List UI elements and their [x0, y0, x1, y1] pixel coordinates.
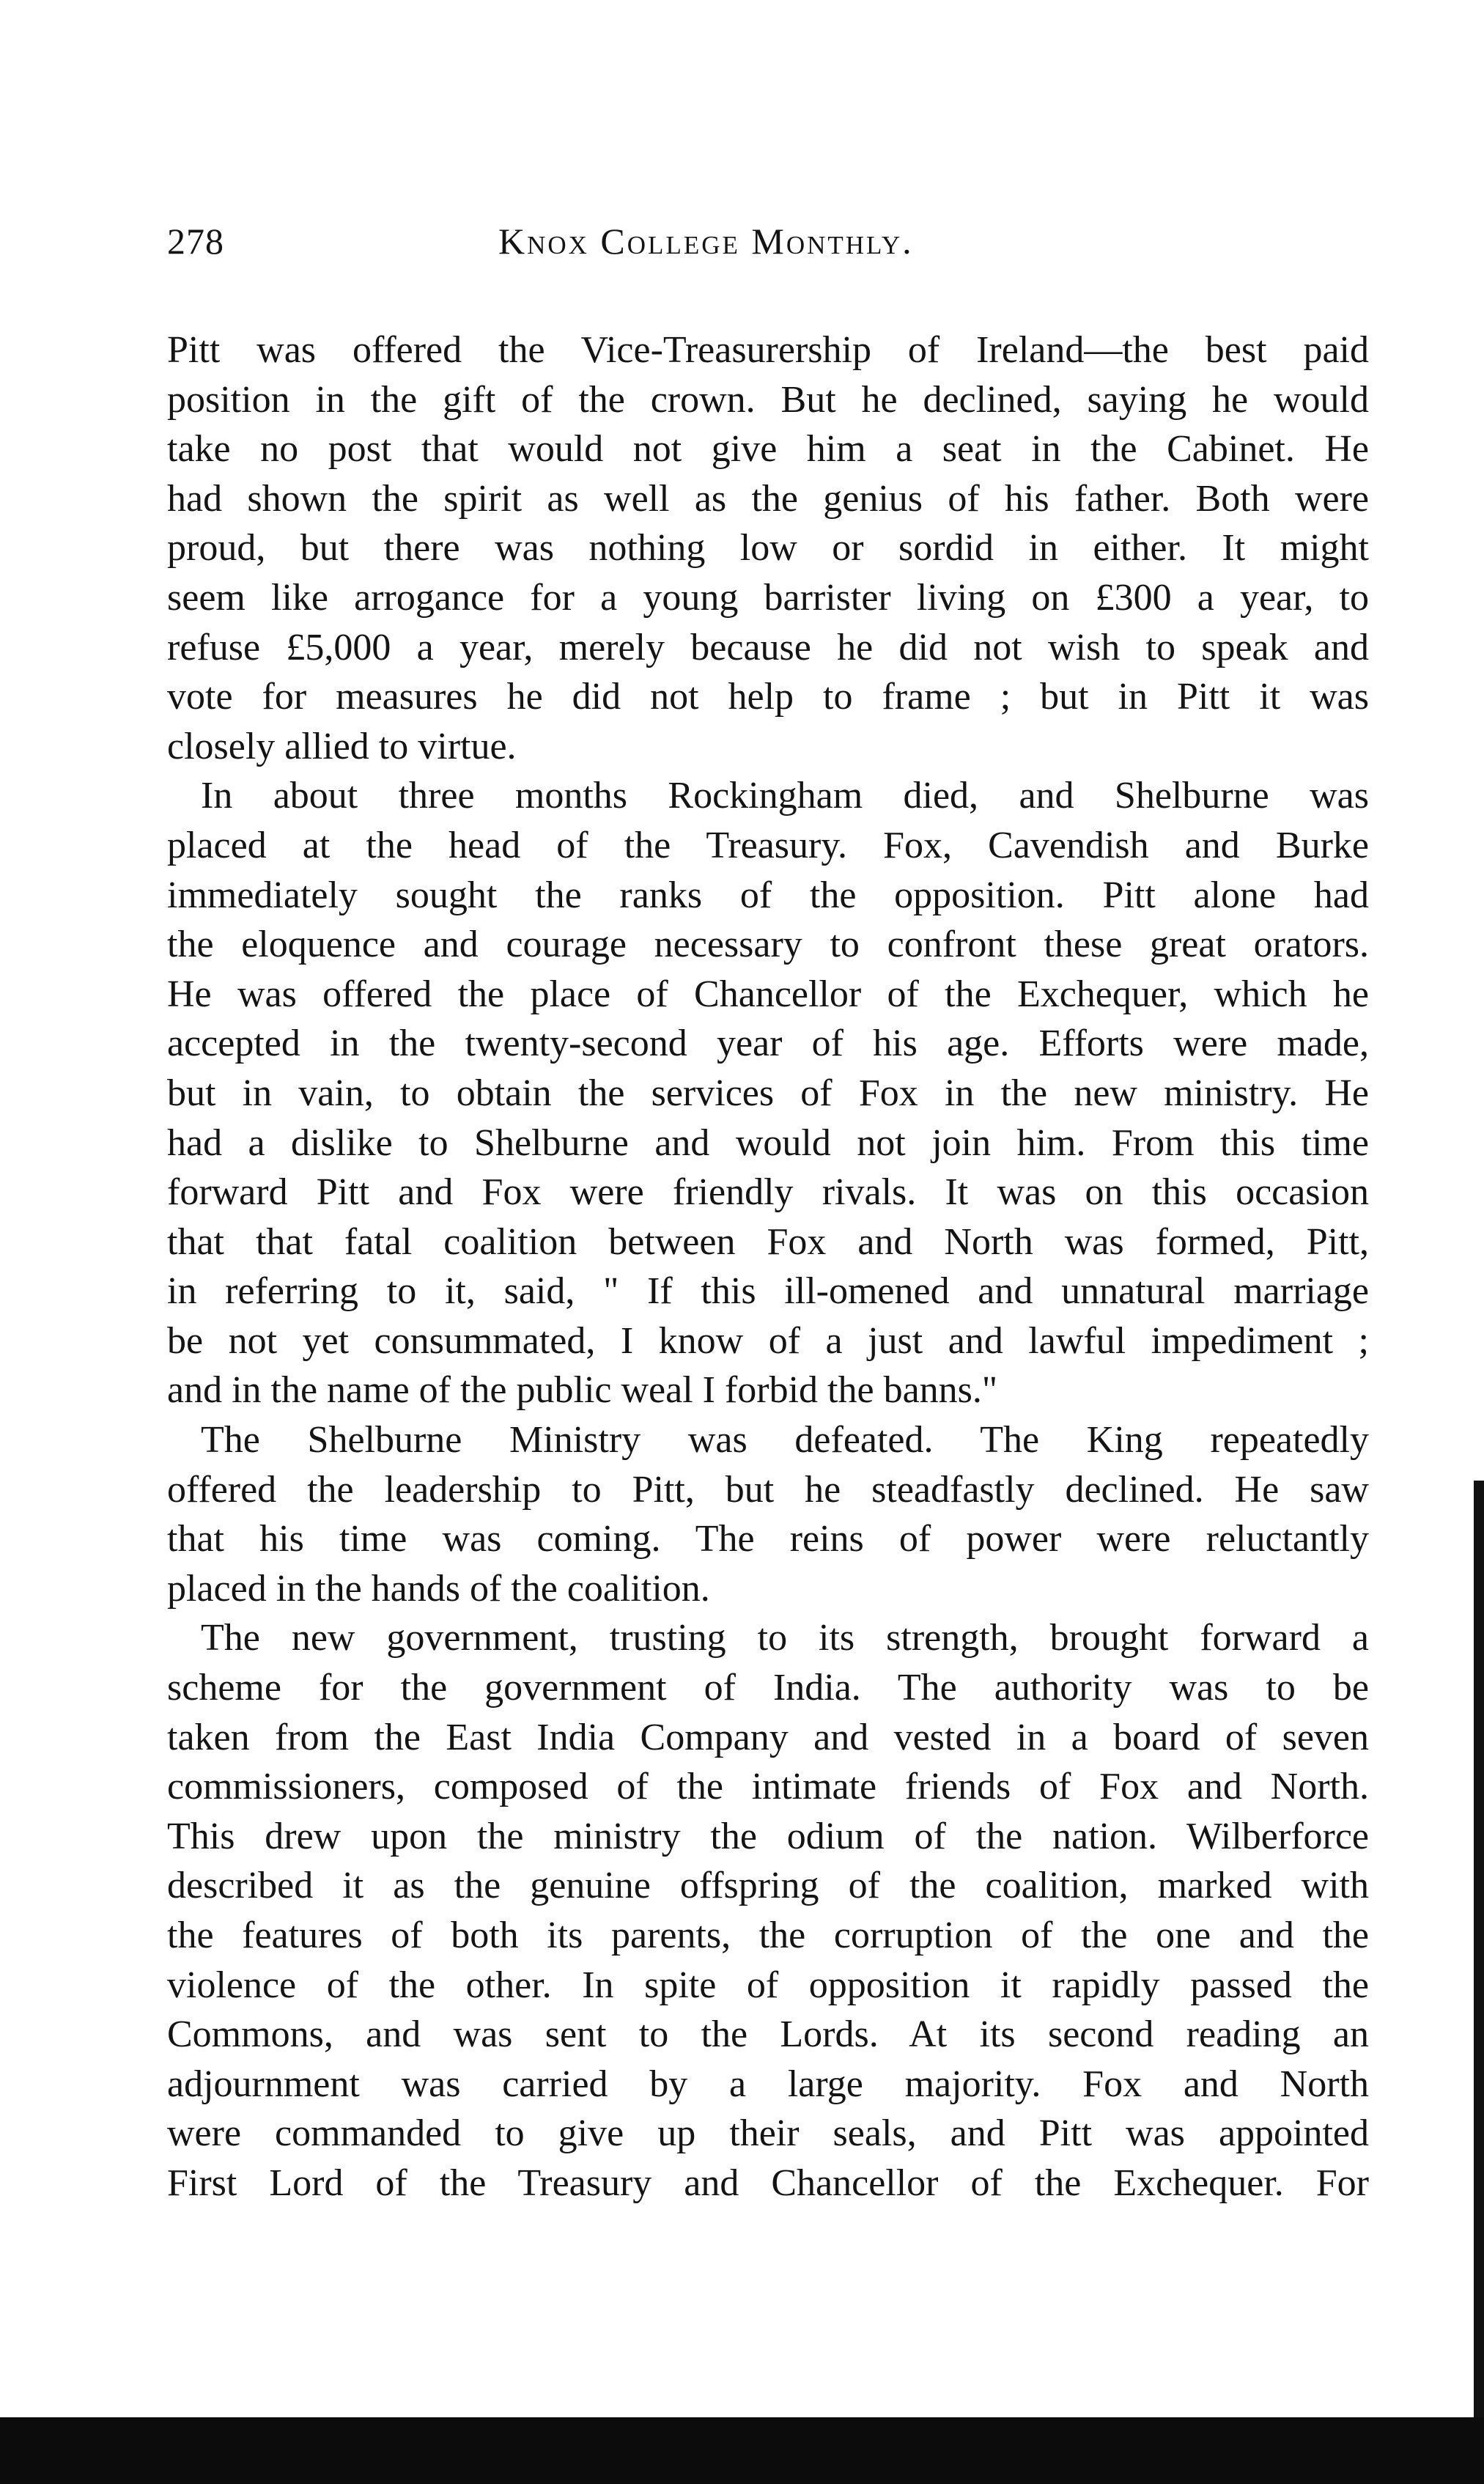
text-line: but in vain, to obtain the services of Fox in the new ministry. He [167, 1072, 1369, 1114]
text-line: adjournment was carried by a large majority. Fox and North [167, 2063, 1369, 2105]
text-line: accepted in the twenty-second year of his age. Efforts were made, [167, 1022, 1369, 1065]
text-line: immediately sought the ranks of the opposition. Pitt alone had [167, 874, 1369, 916]
text-line: take no post that would not give him a seat in the Cabinet. He [167, 428, 1369, 471]
text-line: Commons, and was sent to the Lords. At its second reading an [167, 2013, 1369, 2056]
text-line: forward Pitt and Fox were friendly rivals. It was on this occasion [167, 1171, 1369, 1214]
text-line: be not yet consummated, I know of a just and lawful impediment ; [167, 1319, 1369, 1362]
text-line: the features of both its parents, the corruption of the one and the [167, 1914, 1369, 1956]
journal-title: Knox College Monthly. [498, 221, 914, 262]
text-line: refuse £5,000 a year, merely because he did not wish to speak and [167, 626, 1369, 668]
text-line: that that fatal coalition between Fox and North was formed, Pitt, [167, 1220, 1369, 1263]
scan-edge-shadow [1474, 1481, 1484, 2419]
running-head [167, 220, 1369, 279]
text-line: that his time was coming. The reins of power were reluctantly [167, 1518, 1369, 1560]
text-line: placed at the head of the Treasury. Fox, Cavendish and Burke [167, 824, 1369, 866]
text-line: The new government, trusting to its strength, brought forward a [201, 1617, 1369, 1659]
scan-bottom-band [0, 2417, 1484, 2484]
page-number: 278 [167, 221, 224, 262]
text-line: The Shelburne Ministry was defeated. The King repeatedly [201, 1419, 1369, 1462]
text-line: taken from the East India Company and vested in a board of seven [167, 1716, 1369, 1758]
text-line: commissioners, composed of the intimate friends of Fox and North. [167, 1766, 1369, 1808]
text-line: placed in the hands of the coalition. [167, 1567, 710, 1610]
body-text [167, 325, 1369, 2208]
text-line: seem like arrogance for a young barrister living on £300 a year, to [167, 576, 1369, 619]
text-line: offered the leadership to Pitt, but he steadfastly declined. He saw [167, 1468, 1369, 1511]
text-line: violence of the other. In spite of opposition it rapidly passed the [167, 1964, 1369, 2006]
text-line: vote for measures he did not help to frame ; but in Pitt it was [167, 676, 1369, 718]
text-line: First Lord of the Treasury and Chancellor of the Exchequer. For [167, 2161, 1369, 2204]
text-line: Pitt was offered the Vice-Treasurership of Ireland—the best paid [167, 329, 1369, 371]
text-line: He was offered the place of Chancellor of the Exchequer, which he [167, 973, 1369, 1015]
text-line: position in the gift of the crown. But he declined, saying he would [167, 378, 1369, 421]
text-line: and in the name of the public weal I forbid the banns." [167, 1369, 998, 1412]
text-line: closely allied to virtue. [167, 725, 517, 767]
text-line: were commanded to give up their seals, and Pitt was appointed [167, 2112, 1369, 2155]
text-line: proud, but there was nothing low or sordid in either. It might [167, 527, 1369, 570]
text-line: described it as the genuine offspring of the coalition, marked with [167, 1865, 1369, 1907]
text-line: had shown the spirit as well as the genius of his father. Both were [167, 477, 1369, 520]
text-line: had a dislike to Shelburne and would not join him. From this time [167, 1121, 1369, 1164]
text-line: the eloquence and courage necessary to confront these great orators. [167, 924, 1369, 966]
text-line: This drew upon the ministry the odium of the nation. Wilberforce [167, 1815, 1369, 1857]
text-line: scheme for the government of India. The authority was to be [167, 1667, 1369, 1709]
text-line: In about three months Rockingham died, and Shelburne was [201, 775, 1369, 817]
text-line: in referring to it, said, " If this ill-omened and unnatural marriage [167, 1270, 1369, 1313]
